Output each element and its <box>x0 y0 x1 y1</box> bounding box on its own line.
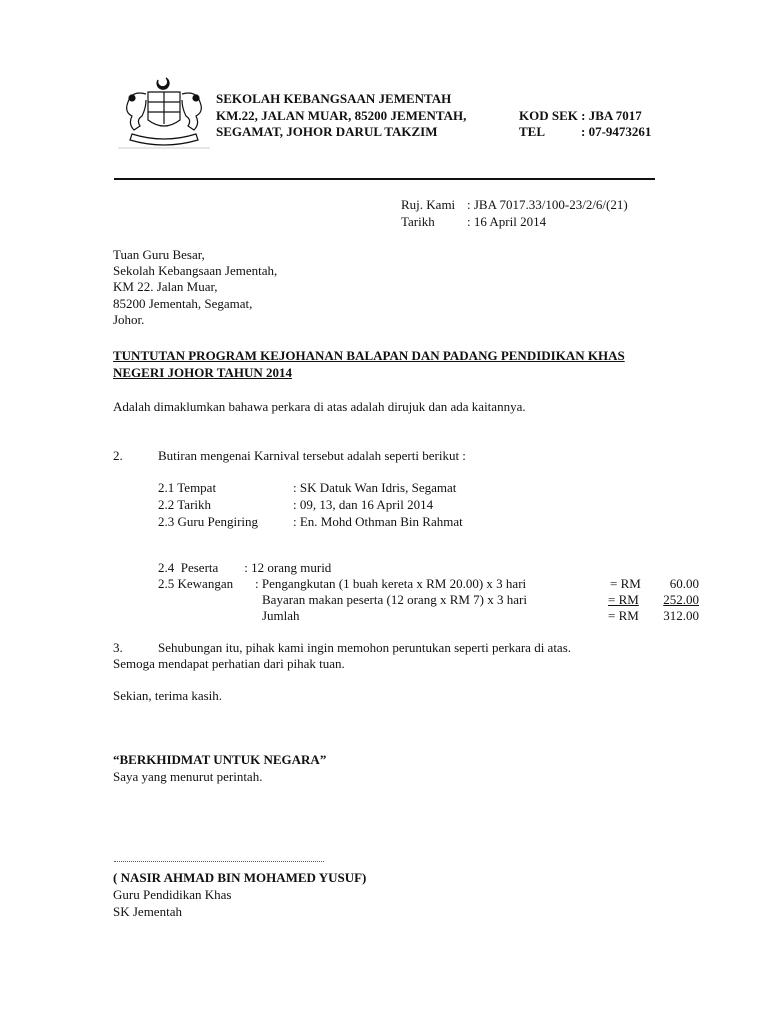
tel-value: : 07-9473261 <box>581 124 652 139</box>
obey-line: Saya yang menurut perintah. <box>113 769 263 784</box>
date-value: : 16 April 2014 <box>467 214 547 229</box>
item-value: : SK Datuk Wan Idris, Segamat <box>293 480 457 495</box>
cost-equals: = RM <box>608 608 639 623</box>
finance-label: 2.5 Kewangan <box>158 576 234 591</box>
cost-equals: = RM <box>608 592 639 607</box>
recipient-line: Johor. <box>113 312 145 327</box>
recipient-line: Tuan Guru Besar, <box>113 247 205 262</box>
para2-text: Butiran mengenai Karnival tersebut adalah seperti berikut : <box>158 448 466 463</box>
signatory-school: SK Jementah <box>113 904 182 919</box>
para3-number: 3. <box>113 640 123 655</box>
cost-equals: = RM <box>610 576 641 591</box>
school-name: SEKOLAH KEBANGSAAN JEMENTAH <box>216 91 452 106</box>
subject-line1: TUNTUTAN PROGRAM KEJOHANAN BALAPAN DAN PADANG PENDIDIKAN KHAS <box>113 348 625 363</box>
cost-total-amount: 312.00 <box>663 608 699 623</box>
signatory-name: ( NASIR AHMAD BIN MOHAMED YUSUF) <box>113 870 367 885</box>
closing-text: Sekian, terima kasih. <box>113 688 223 703</box>
cost-total-label: Jumlah <box>262 608 300 623</box>
item-label: 2.1 Tempat <box>158 480 217 495</box>
item-label: 2.3 Guru Pengiring <box>158 514 259 529</box>
letterhead-divider <box>114 178 655 180</box>
motto: “BERKHIDMAT UNTUK NEGARA” <box>113 752 327 767</box>
para3-continuation: Semoga mendapat perhatian dari pihak tuan. <box>113 656 345 671</box>
para3-text: Sehubungan itu, pihak kami ingin memohon peruntukan seperti perkara di atas. <box>158 640 572 655</box>
subject-line2: NEGERI JOHOR TAHUN 2014 <box>113 365 293 380</box>
tel-label: TEL <box>519 124 546 139</box>
cost-description: Bayaran makan peserta (12 orang x RM 7) x 3 hari <box>262 592 527 607</box>
para2-number: 2. <box>113 448 123 463</box>
date-label: Tarikh <box>401 214 435 229</box>
signatory-title: Guru Pendidikan Khas <box>113 887 232 902</box>
item-label: 2.2 Tarikh <box>158 497 212 512</box>
school-address-line2: SEGAMAT, JOHOR DARUL TAKZIM <box>216 124 438 139</box>
signature-line <box>114 861 324 862</box>
recipient-line: 85200 Jementah, Segamat, <box>113 296 253 311</box>
recipient-line: Sekolah Kebangsaan Jementah, <box>113 263 278 278</box>
coat-of-arms-logo <box>118 72 210 150</box>
participants-line: 2.4 Peserta : 12 orang murid <box>158 560 332 575</box>
cost-description: : Pengangkutan (1 buah kereta x RM 20.00) x 3 hari <box>255 576 527 591</box>
ref-label: Ruj. Kami <box>401 197 456 212</box>
school-code: KOD SEK : JBA 7017 <box>519 108 642 123</box>
recipient-line: KM 22. Jalan Muar, <box>113 279 218 294</box>
school-address-line1: KM.22, JALAN MUAR, 85200 JEMENTAH, <box>216 108 467 123</box>
cost-amount: 60.00 <box>669 576 699 591</box>
item-value: : 09, 13, dan 16 April 2014 <box>293 497 434 512</box>
item-value: : En. Mohd Othman Bin Rahmat <box>293 514 463 529</box>
cost-amount: 252.00 <box>663 592 699 607</box>
intro-paragraph: Adalah dimaklumkan bahawa perkara di atas adalah dirujuk dan ada kaitannya. <box>113 399 526 414</box>
ref-value: : JBA 7017.33/100-23/2/6/(21) <box>467 197 628 212</box>
